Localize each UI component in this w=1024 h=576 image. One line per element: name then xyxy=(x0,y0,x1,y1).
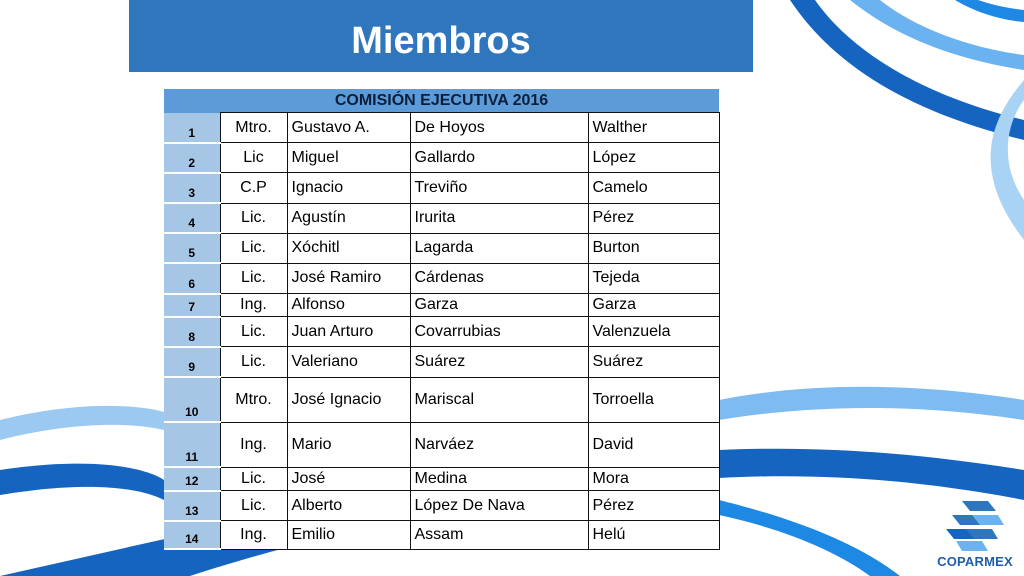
member-last-name-1: Mariscal xyxy=(410,377,588,422)
swoosh-bottom-right-mid xyxy=(719,500,900,576)
table-row xyxy=(164,203,719,233)
row-number: 1 xyxy=(164,113,220,143)
row-number: 14 xyxy=(164,521,220,549)
member-title: Lic. xyxy=(220,491,287,521)
member-last-name-2: Mora xyxy=(588,467,719,490)
member-title: Lic. xyxy=(220,347,287,377)
member-last-name-1: Narváez xyxy=(410,422,588,467)
member-last-name-2: Tejeda xyxy=(588,263,719,293)
row-number: 4 xyxy=(164,203,220,233)
member-last-name-2: Pérez xyxy=(588,203,719,233)
member-last-name-1: Suárez xyxy=(410,347,588,377)
member-last-name-1: Gallardo xyxy=(410,143,588,173)
table-header: COMISIÓN EJECUTIVA 2016 xyxy=(164,89,719,113)
member-title: C.P xyxy=(220,173,287,203)
member-last-name-1: Lagarda xyxy=(410,233,588,263)
table-row xyxy=(164,294,719,317)
member-first-name: Mario xyxy=(287,422,410,467)
member-title: Lic. xyxy=(220,317,287,347)
title-bar xyxy=(129,0,753,72)
member-last-name-2: Garza xyxy=(588,294,719,317)
member-last-name-1: Treviño xyxy=(410,173,588,203)
member-first-name: Ignacio xyxy=(287,173,410,203)
logo-text: COPARMEX xyxy=(937,554,1013,569)
table-row xyxy=(164,263,719,293)
swoosh-bottom-left-dark xyxy=(0,464,164,500)
swoosh-bottom-left-light xyxy=(0,406,164,440)
member-first-name: Juan Arturo xyxy=(287,317,410,347)
row-number: 12 xyxy=(164,467,220,490)
member-first-name: Alfonso xyxy=(287,294,410,317)
table-row xyxy=(164,233,719,263)
member-first-name: Miguel xyxy=(287,143,410,173)
member-last-name-1: Assam xyxy=(410,521,588,549)
member-title: Ing. xyxy=(220,422,287,467)
member-last-name-2: Torroella xyxy=(588,377,719,422)
row-number: 6 xyxy=(164,263,220,293)
member-last-name-1: Medina xyxy=(410,467,588,490)
table-row xyxy=(164,173,719,203)
row-number: 9 xyxy=(164,347,220,377)
table-row xyxy=(164,377,719,422)
member-title: Ing. xyxy=(220,294,287,317)
member-last-name-2: Walther xyxy=(588,113,719,143)
member-last-name-1: Garza xyxy=(410,294,588,317)
member-last-name-2: Suárez xyxy=(588,347,719,377)
member-last-name-2: Valenzuela xyxy=(588,317,719,347)
members-table xyxy=(164,89,720,550)
table-row xyxy=(164,317,719,347)
member-first-name: Valeriano xyxy=(287,347,410,377)
table-row xyxy=(164,347,719,377)
member-first-name: Agustín xyxy=(287,203,410,233)
member-title: Mtro. xyxy=(220,377,287,422)
member-title: Ing. xyxy=(220,521,287,549)
table-header-row xyxy=(164,89,719,113)
row-number: 10 xyxy=(164,377,220,422)
table-row xyxy=(164,422,719,467)
coparmex-logo-icon xyxy=(942,497,1008,553)
swoosh-right-light xyxy=(991,80,1024,240)
table-row xyxy=(164,521,719,549)
member-last-name-1: López De Nava xyxy=(410,491,588,521)
member-first-name: Gustavo A. xyxy=(287,113,410,143)
member-last-name-1: Covarrubias xyxy=(410,317,588,347)
table-row xyxy=(164,467,719,490)
member-last-name-1: De Hoyos xyxy=(410,113,588,143)
member-title: Mtro. xyxy=(220,113,287,143)
member-last-name-2: Pérez xyxy=(588,491,719,521)
row-number: 2 xyxy=(164,143,220,173)
member-title: Lic. xyxy=(220,203,287,233)
swoosh-bottom-light xyxy=(719,387,1024,420)
member-first-name: José Ignacio xyxy=(287,377,410,422)
member-last-name-1: Irurita xyxy=(410,203,588,233)
table-row xyxy=(164,491,719,521)
row-number: 8 xyxy=(164,317,220,347)
member-title: Lic. xyxy=(220,467,287,490)
member-first-name: Xóchitl xyxy=(287,233,410,263)
member-title: Lic xyxy=(220,143,287,173)
member-title: Lic. xyxy=(220,263,287,293)
table-row xyxy=(164,113,719,143)
member-last-name-2: David xyxy=(588,422,719,467)
member-first-name: José Ramiro xyxy=(287,263,410,293)
row-number: 5 xyxy=(164,233,220,263)
page-title: Miembros xyxy=(351,20,531,62)
member-last-name-1: Cárdenas xyxy=(410,263,588,293)
row-number: 11 xyxy=(164,422,220,467)
member-first-name: Alberto xyxy=(287,491,410,521)
row-number: 3 xyxy=(164,173,220,203)
member-first-name: Emilio xyxy=(287,521,410,549)
table-row xyxy=(164,143,719,173)
member-first-name: José xyxy=(287,467,410,490)
row-number: 13 xyxy=(164,491,220,521)
member-last-name-2: López xyxy=(588,143,719,173)
member-last-name-2: Helú xyxy=(588,521,719,549)
member-last-name-2: Burton xyxy=(588,233,719,263)
row-number: 7 xyxy=(164,294,220,317)
coparmex-logo xyxy=(928,497,1022,573)
swoosh-top-right-mid xyxy=(955,0,1024,22)
member-last-name-2: Camelo xyxy=(588,173,719,203)
member-title: Lic. xyxy=(220,233,287,263)
